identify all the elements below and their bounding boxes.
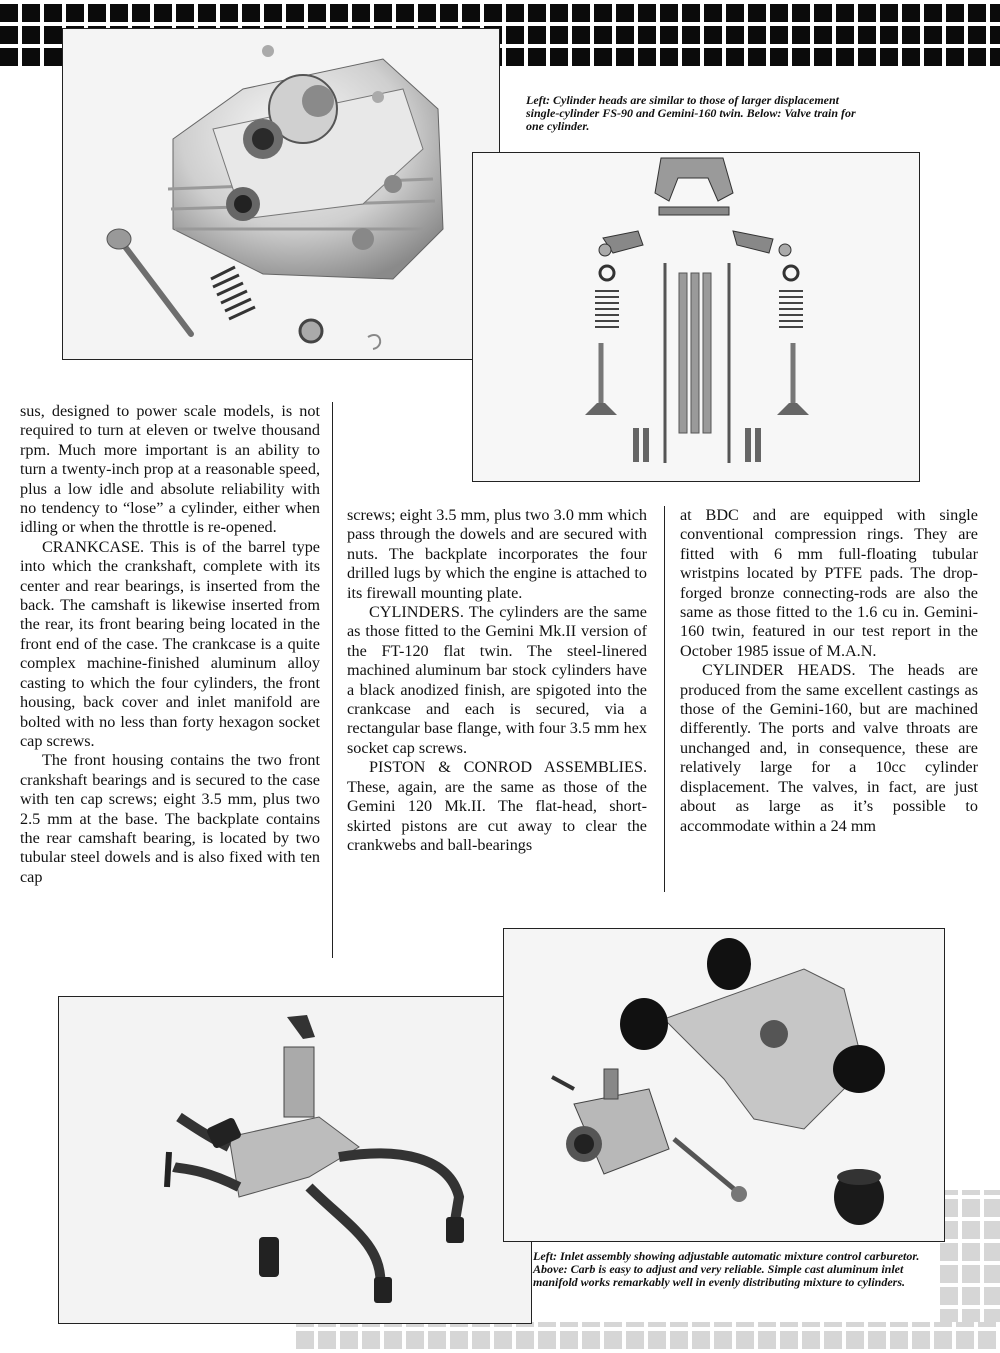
valve-train-photo [472, 152, 920, 482]
column-rule-1 [332, 402, 333, 958]
text-column-1 [20, 402, 320, 887]
text-column-2 [347, 506, 647, 855]
col1-paragraph-1: sus, designed to power scale models, is not required to turn at eleven or twelve thousand rpm. Much more important is an ability to turn a twenty-inch prop at a reasonable speed, plus a low idle and absolute reliability with no tendency to “lose” a cylinder, either when idling or when the throttle is re-opened. [20, 402, 320, 537]
cylinder-head-photo [62, 28, 500, 360]
inlet-assembly-photo [58, 996, 532, 1324]
bottom-photo-caption: Left: Inlet assembly showing adjustable automatic mixture control carburetor. Above: Carb is easy to adjust and very reliable. Simple cast aluminum inlet manifold works remarkably well in evenly distributing mixture to cylinders. [533, 1249, 920, 1289]
text-column-3 [680, 506, 978, 836]
col3-paragraph-2: CYLINDER HEADS. The heads are produced from the same excellent castings as those of the Gemini-160, but are machined differently. The ports and valve throats are unchanged and, in consequence, these are relatively large for a 10cc cylinder displacement. The valves, in fact, are just about as large as it’s possible to accommodate within a 24 mm [680, 661, 978, 835]
col2-paragraph-1: screws; eight 3.5 mm, plus two 3.0 mm which pass through the dowels and are secured with nuts. The backplate incorporates the four drilled lugs by which the engine is attached to its firewall mounting plate. [347, 506, 647, 602]
col3-paragraph-1: at BDC and are equipped with single conventional compression rings. They are fitted with 6 mm full-floating tubular wristpins located by PTFE pads. The drop-forged bronze connecting-rods are also the same as those fitted to the 1.6 cu in. Gemini-160 twin, featured in our test report in the October 1985 issue of M.A.N. [680, 506, 978, 660]
col2-paragraph-3: PISTON & CONROD ASSEMBLIES. These, again, are the same as those of the Gemini 120 Mk.II. The flat-head, short-skirted pistons are cut away to clear the crankwebs and ball-bearings [347, 758, 647, 854]
carburetor-photo [503, 928, 945, 1242]
col1-paragraph-2: CRANKCASE. This is of the barrel type into which the crankshaft, complete with its center and rear bearings, is inserted from the back. The camshaft is likewise inserted from the rear, its front bearing being located in the front end of the case. The crankcase is a quite complex machine-finished aluminum alloy casting to which the four cylinders, the front housing, back cover and inlet manifold are bolted with no less than forty hexagon socket cap screws. [20, 537, 320, 750]
decorative-grey-grid-bottom [296, 1322, 1000, 1353]
col2-paragraph-2: CYLINDERS. The cylinders are the same as those fitted to the Gemini Mk.II version of the FT-120 flat twin. The steel-linered machined aluminum bar stock cylinders have a black anodized finish, are spigoted into the crankcase and each is secured, via a rectangular base flange, with four 3.5 mm hex socket cap screws. [347, 603, 647, 757]
top-photo-caption: Left: Cylinder heads are similar to those of larger displacement single-cylinder FS-90 and Gemini-160 twin. Below: Valve train for one cylinder. [526, 93, 856, 133]
column-rule-2 [664, 506, 665, 892]
col1-paragraph-3: The front housing contains the two front crankshaft bearings and is secured to the case with ten cap screws; eight 3.5 mm, plus two 2.5 mm at the base. The backplate contains the rear camshaft bearing, is located by two tubular steel dowels and is also fixed with ten cap [20, 751, 320, 886]
